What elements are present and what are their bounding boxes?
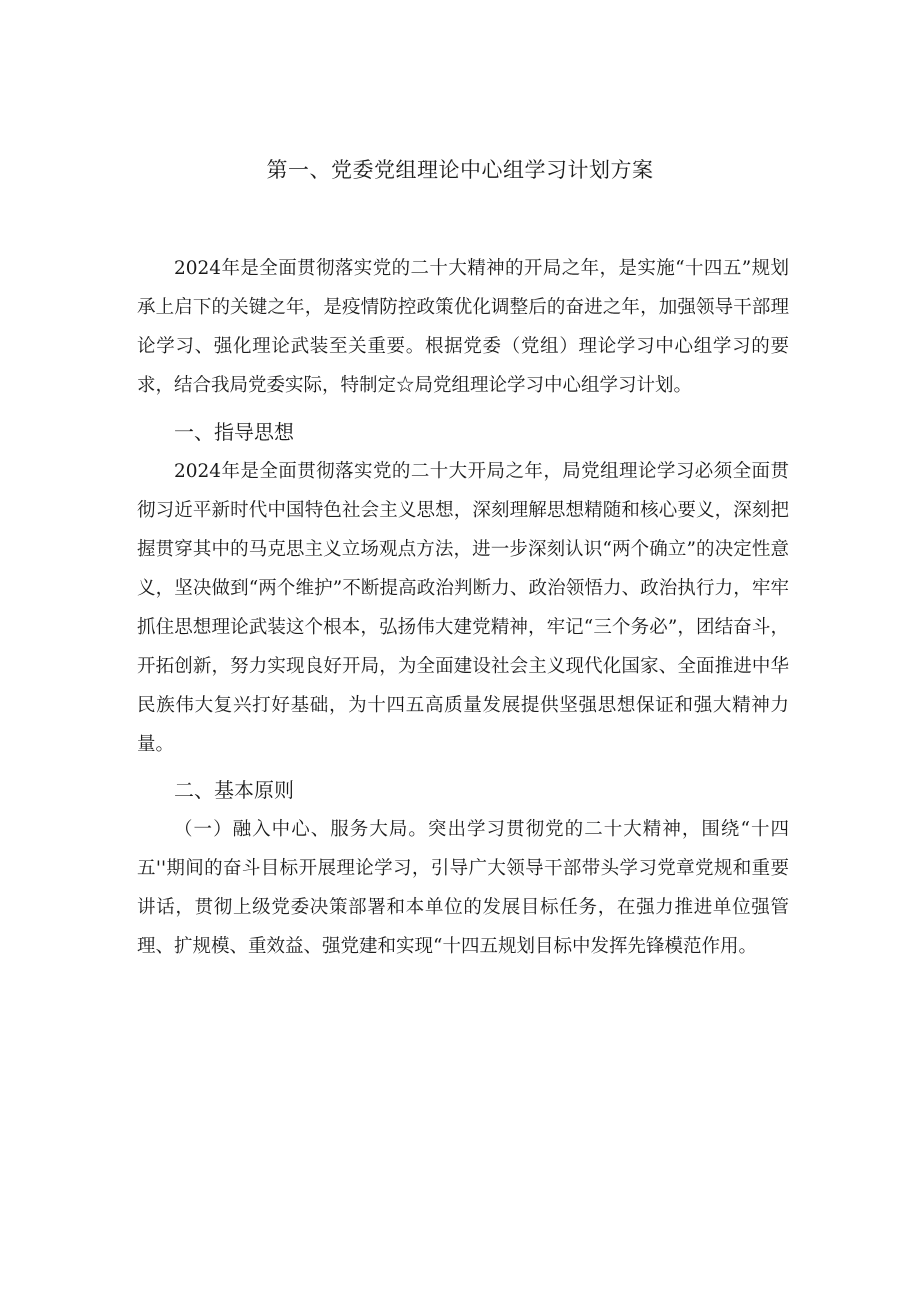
section-paragraph-basic-principles: （一）融入中心、服务大局。突出学习贯彻党的二十大精神，围绕“十四五''期间的奋斗目标开展理论学习，引导广大领导干部带头学习党章党规和重要讲话，贯彻上级党委决策部署和本单位的发展目标任务，在强力推进单位强管理、扩规模、重效益、强党建和实现“十四五规划目标中发挥先锋模范作用。 xyxy=(137,819,789,957)
intro-paragraph: 2024年是全面贯彻落实党的二十大精神的开局之年，是实施“十四五”规划承上启下的关键之年，是疫情防控政策优化调整后的奋进之年，加强领导干部理论学习、强化理论武装至关重要。根据党委（党组）理论学习中心组学习的要求，结合我局党委实际，特制定☆局党组理论学习中心组学习计划。 xyxy=(137,258,789,396)
section-heading-basic-principles: 二、基本原则 xyxy=(174,778,294,802)
document-title: 第一、党委党组理论中心组学习计划方案 xyxy=(266,158,654,182)
document-body xyxy=(137,249,789,966)
section-paragraph-guiding-ideology: 2024年是全面贯彻落实党的二十大开局之年，局党组理论学习必须全面贯彻习近平新时代中国特色社会主义思想，深刻理解思想精随和核心要义，深刻把握贯穿其中的马克思主义立场观点方法，进一步深刻认识“两个确立”的决定性意义，坚决做到“两个维护”不断提高政治判断力、政治领悟力、政治执行力，牢牢抓住思想理论武装这个根本，弘扬伟大建党精神，牢记“三个务必”，团结奋斗，开拓创新，努力实现良好开局，为全面建设社会主义现代化国家、全面推进中华民族伟大复兴打好基础，为十四五高质量发展提供坚强思想保证和强大精神力量。 xyxy=(137,461,789,755)
section-heading-guiding-ideology: 一、指导思想 xyxy=(174,420,294,444)
